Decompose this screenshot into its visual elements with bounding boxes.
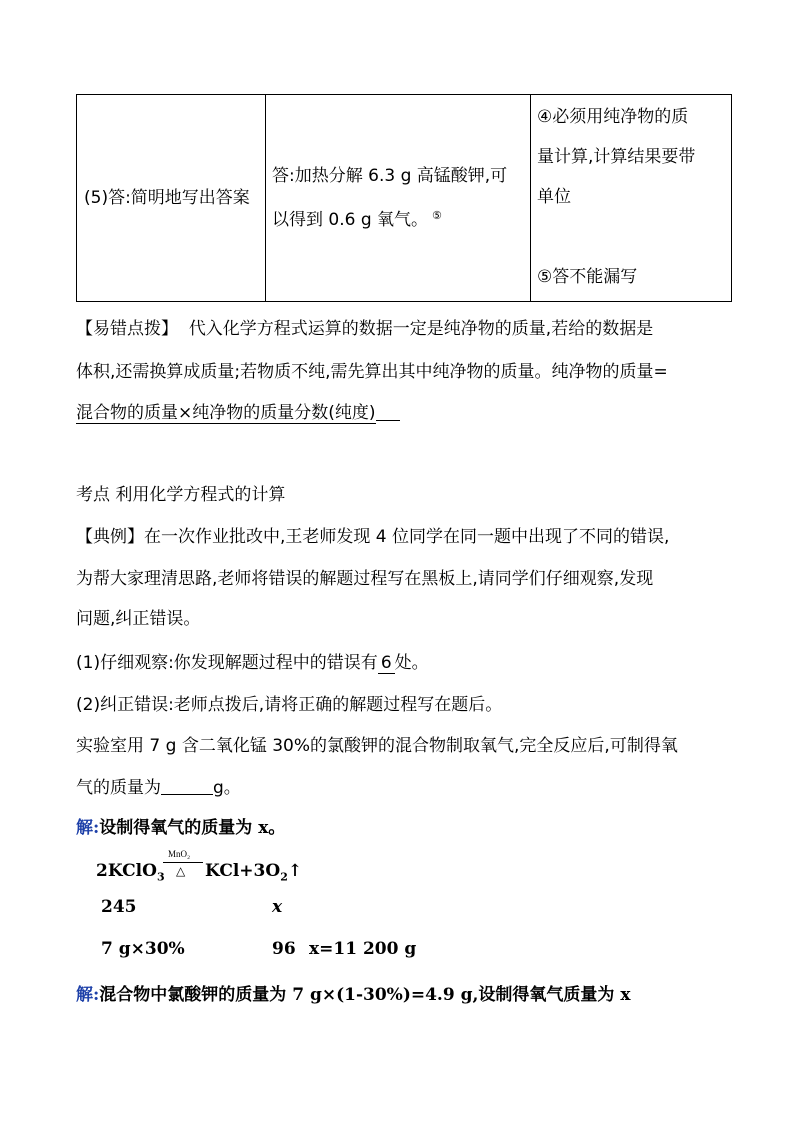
example-text bbox=[266, 156, 530, 240]
tip-text-1: 代入化学方程式运算的数据一定是纯净物的质量,若给的数据是 bbox=[188, 319, 654, 339]
tip-label: 【易错点拨】 bbox=[76, 319, 178, 339]
example-line-1: 答:加热分解 6.3 g 高锰酸钾,可 bbox=[272, 166, 508, 186]
notes-cell bbox=[531, 95, 732, 302]
equation-catalyst: MnO₂ bbox=[168, 849, 191, 859]
correct-solution bbox=[76, 980, 630, 1005]
ratio-row-2-result: x=11 200 g bbox=[309, 939, 417, 959]
table-row bbox=[77, 95, 732, 302]
note-line-4 bbox=[537, 217, 725, 257]
ratio-row-1-right: x bbox=[272, 897, 283, 917]
note-line-1: ④必须用纯净物的质 bbox=[537, 107, 689, 127]
example-cell bbox=[266, 95, 531, 302]
equation-reactant: 2KClO bbox=[96, 861, 157, 881]
note-line-2: 量计算,计算结果要带 bbox=[537, 147, 696, 167]
step-text: (5)答:简明地写出答案 bbox=[84, 188, 250, 208]
heat-symbol: △ bbox=[176, 864, 186, 878]
tip-text-3: 混合物的质量×纯净物的质量分数(纯度) bbox=[76, 403, 376, 423]
question-1-text: (1)仔细观察:你发现解题过程中的错误有 bbox=[76, 653, 378, 673]
problem-line-2 bbox=[76, 773, 241, 798]
wrong-solution-setup-text: 设制得氧气的质量为 x。 bbox=[99, 818, 286, 838]
problem-line-2-text: 气的质量为 bbox=[76, 778, 161, 798]
gas-arrow: ↑ bbox=[287, 861, 303, 881]
wrong-solution-setup bbox=[76, 813, 285, 838]
equation-right bbox=[205, 861, 302, 883]
tip-line-2: 体积,还需换算成质量;若物质不纯,需先算出其中纯净物的质量。纯净物的质量= bbox=[76, 362, 668, 382]
section-title: 考点 利用化学方程式的计算 bbox=[76, 485, 286, 505]
question-2: (2)纠正错误:老师点拨后,请将正确的解题过程写在题后。 bbox=[76, 695, 503, 715]
tip-underline-extension bbox=[376, 403, 400, 421]
note-line-3: 单位 bbox=[537, 187, 571, 207]
question-1-answer: 6 bbox=[378, 653, 395, 674]
equation-reactant-subscript: 3 bbox=[156, 870, 165, 884]
problem-line-1: 实验室用 7 g 含二氧化锰 30%的氯酸钾的混合物制取氧气,完全反应后,可制得氧 bbox=[76, 736, 678, 756]
example-line-2: 以得到 0.6 g 氧气。 bbox=[272, 210, 429, 230]
tip-line-1 bbox=[76, 314, 653, 339]
solution-label: 解: bbox=[76, 818, 100, 838]
equation-left bbox=[96, 861, 165, 883]
correct-solution-label: 解: bbox=[76, 985, 100, 1005]
equation-product-subscript: 2 bbox=[280, 870, 288, 884]
problem-unit: g。 bbox=[213, 778, 241, 798]
example-paragraph-line-2: 为帮大家理清思路,老师将错误的解题过程写在黑板上,请同学们仔细观察,发现 bbox=[76, 569, 654, 589]
example-mark: ⑤ bbox=[432, 209, 442, 222]
step-cell bbox=[77, 95, 266, 302]
question-1 bbox=[76, 648, 429, 673]
example-label: 【典例】 bbox=[76, 527, 144, 547]
question-1-suffix: 处。 bbox=[394, 653, 429, 673]
correct-solution-text: 混合物中氯酸钾的质量为 7 g×(1-30%)=4.9 g,设制得氧气质量为 x bbox=[99, 985, 631, 1005]
ratio-row-1-left: 245 bbox=[101, 897, 137, 917]
example-text-1: 在一次作业批改中,王老师发现 4 位同学在同一题中出现了不同的错误, bbox=[144, 527, 670, 547]
steps-table bbox=[76, 94, 732, 302]
ratio-row-2-left: 7 g×30% bbox=[101, 939, 185, 959]
ratio-row-2-mid: 96 bbox=[272, 939, 296, 959]
note-line-5: ⑤答不能漏写 bbox=[537, 267, 638, 287]
equation-products: KCl+3O bbox=[205, 861, 281, 881]
tip-line-3 bbox=[76, 398, 400, 423]
example-paragraph-line-1 bbox=[76, 522, 669, 547]
answer-blank[interactable] bbox=[161, 778, 213, 795]
example-paragraph-line-3: 问题,纠正错误。 bbox=[76, 609, 201, 629]
example-line-2-wrap bbox=[272, 196, 524, 240]
reaction-line bbox=[163, 862, 203, 863]
